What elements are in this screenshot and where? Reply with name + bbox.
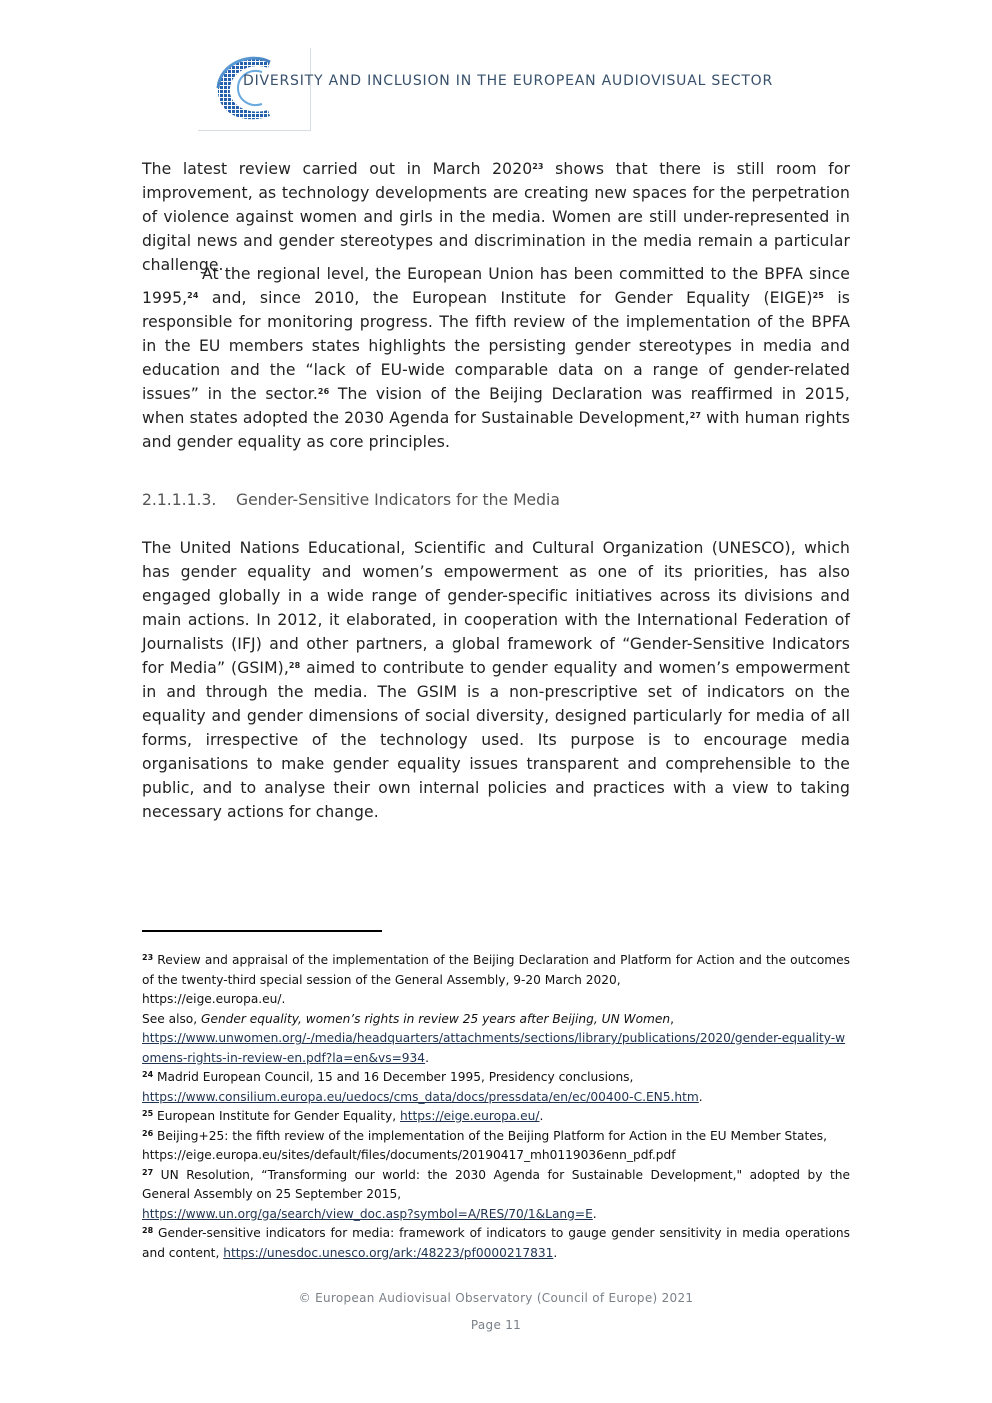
header-title: DIVERSITY AND INCLUSION IN THE EUROPEAN AUDIOVISUAL SECTOR (243, 73, 774, 89)
footnote-link[interactable]: https://www.unwomen.org/-/media/headquarters/attachments/sections/library/publications/2020/gender-equality-womens-rights-in-review-en.pdf?la=en&vs=934 (142, 1031, 846, 1065)
footnote-text: . (539, 1109, 544, 1123)
footnote-26 (142, 1127, 850, 1147)
paragraph-eu (142, 262, 850, 454)
footnote-ref-28[interactable]: 28 (288, 661, 301, 670)
footnote-24-link-line (142, 1088, 850, 1108)
text-run: aimed to contribute to gender equality and women’s empowerment in and through the media. The GSIM is a non-prescriptive set of indicators on the equality and gender dimensions of social diversity, designed particularly for media of all forms, irrespective of the technology used. Its purpose is to encourage media organisations to make gender equality issues transparent and comprehensible to the public, and to analyse their own internal policies and practices with a view to taking necessary actions for change. (142, 659, 850, 821)
footnote-24 (142, 1068, 850, 1088)
footnote-23-link-line (142, 1029, 850, 1068)
footnote-ref-27[interactable]: 27 (689, 411, 702, 420)
footnote-link[interactable]: https://unesdoc.unesco.org/ark:/48223/pf0000217831 (223, 1245, 554, 1260)
footnote-number: 24 (142, 1070, 154, 1079)
footnote-number: 28 (142, 1226, 154, 1235)
footnote-number: 25 (142, 1109, 154, 1118)
footnote-text: UN Resolution, “Transforming our world: the 2030 Agenda for Sustainable Development," adopted by the General Assembly on 25 September 2015, (142, 1167, 850, 1201)
text-run: The United Nations Educational, Scientific and Cultural Organization (UNESCO), which has gender equality and women’s empowerment as one of its priorities, has also engaged globally in a wide range of gender-specific initiatives across its divisions and main actions. In 2012, it elaborated, in cooperation with the International Federation of Journalists (IFJ) and other partners, a global framework of “Gender-Sensitive Indicators for Media” (GSIM), (142, 539, 850, 677)
footnote-number: 26 (142, 1128, 154, 1138)
footnote-ref-24[interactable]: 24 (187, 291, 199, 300)
footnote-text: European Institute for Gender Equality, (157, 1109, 400, 1123)
footnote-23 (142, 951, 850, 990)
section-heading (142, 491, 560, 509)
footnote-23-see-also (142, 1010, 850, 1030)
text-run: The latest review carried out in March 2020 (142, 160, 533, 178)
text-run: At the regional level, the European Union has been committed to the BPFA since 1995, (142, 265, 850, 307)
paragraph-review (142, 157, 850, 277)
page-header (198, 48, 798, 132)
footnote-text: See also, (142, 1011, 202, 1026)
text-run: shows that there is still room for improvement, as technology developments are creating new spaces for the perpetration of violence against women and girls in the media. Women are still under-represented in digital news and gender stereotypes and discrimination in the media remain a particular challenge. (142, 160, 850, 274)
footnote-26-url: https://eige.europa.eu/sites/default/files/documents/20190417_mh0119036enn_pdf.pdf (142, 1148, 676, 1162)
footnote-text: Review and appraisal of the implementation of the Beijing Declaration and Platform for Action and the outcomes of the twenty-third special session of the General Assembly, 9-20 March 2020, (142, 953, 850, 987)
paragraph-unesco (142, 536, 850, 824)
footnote-text: . (425, 1050, 429, 1065)
text-run: and, since 2010, the European Institute for Gender Equality (EIGE) (198, 289, 813, 307)
footnote-ref-23[interactable]: 23 (532, 162, 544, 171)
text-run: is responsible for monitoring progress. The fifth review of the implementation of the BPFA in the EU members states highlights the persisting gender stereotypes in media and education and the “lack of EU-wide comparable data on a range of gender-related issues” in the sector. (142, 289, 850, 403)
footnote-link[interactable]: https://www.un.org/ga/search/view_doc.asp?symbol=A/RES/70/1&Lang=E (142, 1206, 593, 1221)
footnote-text: Gender-sensitive indicators for media: framework of indicators to gauge gender sensitivity in media operations and content, (142, 1226, 850, 1260)
footnote-28 (142, 1224, 850, 1263)
text-run: with human rights and gender equality as core principles. (142, 409, 850, 451)
footnote-27 (142, 1166, 850, 1205)
footnote-text: . (592, 1206, 597, 1221)
footnote-ref-26[interactable]: 26 (317, 387, 330, 396)
footnote-text: . (698, 1089, 703, 1104)
footnote-link[interactable]: https://eige.europa.eu/ (400, 1109, 540, 1123)
observatory-logo (198, 48, 311, 131)
footnote-text: . (553, 1245, 558, 1260)
footnote-number: 27 (142, 1167, 154, 1177)
footnote-italic-title: Gender equality, women’s rights in review 25 years after Beijing, UN Women (201, 1011, 671, 1026)
footnote-number: 23 (142, 953, 154, 962)
page-number: Page 11 (470, 1318, 522, 1332)
section-title: Gender-Sensitive Indicators for the Media (236, 491, 560, 509)
footer-copyright: © European Audiovisual Observatory (Council of Europe) 2021 (298, 1291, 694, 1305)
footnote-link[interactable]: https://www.consilium.europa.eu/uedocs/cms_data/docs/pressdata/en/ec/00400-C.EN5.htm (142, 1089, 699, 1104)
footnote-text: , (670, 1011, 675, 1026)
footnote-text: Madrid European Council, 15 and 16 December 1995, Presidency conclusions, (157, 1070, 634, 1084)
footnote-23-url: https://eige.europa.eu/. (142, 992, 286, 1006)
footnote-27-link-line (142, 1205, 850, 1225)
footnote-text: Beijing+25: the fifth review of the implementation of the Beijing Platform for Action in the EU Member States, (157, 1128, 827, 1143)
footnotes (142, 951, 850, 1263)
footnote-25 (142, 1107, 850, 1127)
text-run: The vision of the Beijing Declaration was reaffirmed in 2015, when states adopted the 2030 Agenda for Sustainable Development, (142, 385, 850, 427)
footnote-separator (142, 930, 382, 932)
footnote-ref-25[interactable]: 25 (812, 291, 824, 300)
section-number: 2.1.1.1.3. (142, 491, 217, 509)
